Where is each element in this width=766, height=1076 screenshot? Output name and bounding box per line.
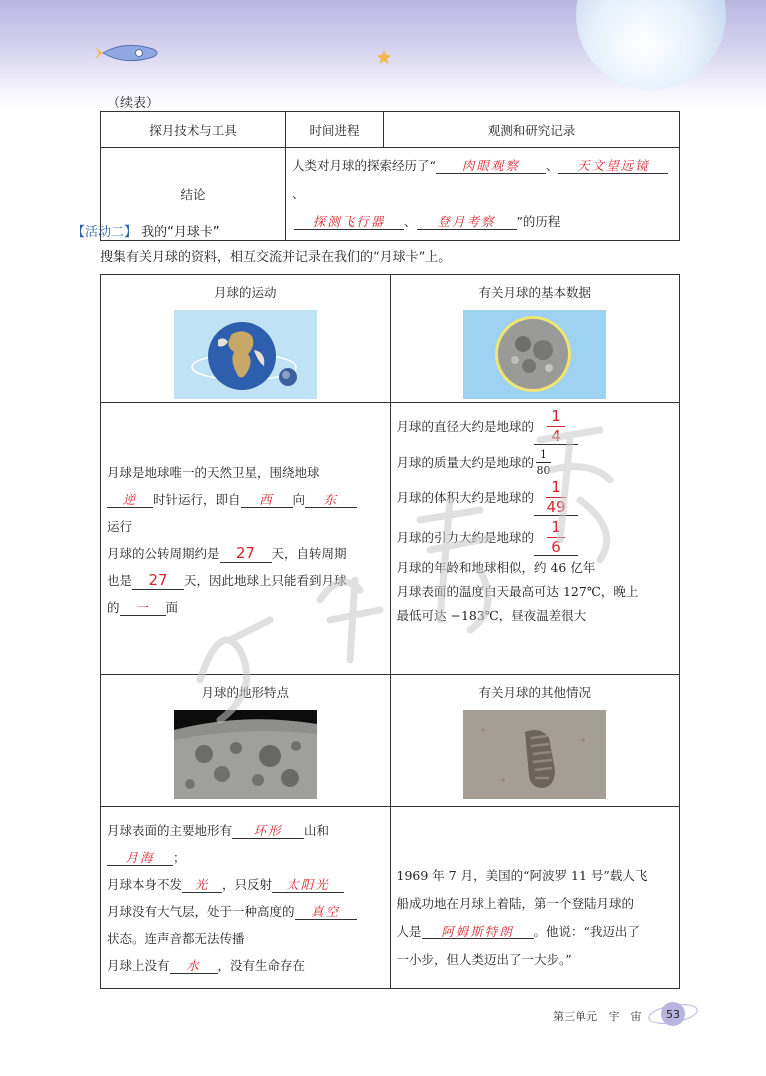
moon-terrain-text — [101, 807, 391, 989]
answer-naked-eye: 肉眼观察 — [436, 159, 546, 174]
motion-line-3: 运行 — [107, 519, 133, 534]
other-line-1: 1969 年 7 月，美国的“阿波罗 11 号”载人飞 — [396, 867, 648, 883]
data-age: 月球的年龄和地球相似，约 46 亿年 — [396, 560, 596, 575]
conclusion-label: 结论 — [101, 148, 286, 241]
answer-armstrong: 阿姆斯特朗 — [422, 925, 534, 940]
answer-landing: 登月考察 — [417, 215, 517, 230]
motion-line-1: 月球是地球唯一的天然卫星，围绕地球 — [107, 465, 320, 480]
motion-text-5b: 天，因此地球上只能看到月球 — [184, 573, 347, 588]
fraction-den: 49 — [546, 498, 566, 516]
fraction-den: 80 — [536, 464, 551, 477]
answer-probe: 探测飞行器 — [294, 215, 404, 230]
answer-rotation-period: 27 — [132, 572, 184, 590]
conclusion-suffix: ”的历程 — [516, 214, 561, 229]
answer-sunlight: 太阳光 — [272, 878, 344, 893]
terrain-text-3b: ，只反射 — [222, 877, 273, 892]
gravity-blank — [534, 520, 578, 556]
motion-caption: 月球的运动 — [213, 285, 277, 300]
answer-west: 西 — [241, 493, 293, 508]
motion-text-4b: 天，自转周期 — [271, 546, 347, 561]
rocket-icon — [95, 40, 165, 66]
conclusion-prefix: 人类对月球的探索经历了“ — [292, 158, 436, 173]
data-mass — [397, 449, 674, 476]
terrain-line-5: 状态。连声音都无法传播 — [107, 931, 245, 946]
activity-bracket: 【活动二】 — [72, 225, 138, 240]
fraction-volume — [546, 480, 565, 515]
answer-one-side: 一 — [120, 601, 166, 616]
answer-counter: 逆 — [107, 493, 153, 508]
terrain-line-2 — [107, 844, 384, 871]
terrain-text-1b: 山和 — [304, 823, 330, 838]
star-icon — [377, 50, 391, 64]
terrain-text-6a: 月球上没有 — [107, 958, 170, 973]
terrain-text-4a: 月球没有大气层，处于一种高度的 — [107, 904, 295, 919]
motion-text-6a: 的 — [107, 600, 120, 615]
answer-light: 光 — [182, 878, 222, 893]
fraction-mass — [536, 449, 551, 476]
motion-text-5a: 也是 — [107, 573, 133, 588]
header-timeline: 时间进程 — [286, 112, 384, 148]
terrain-line-3 — [107, 871, 384, 898]
other-line-2: 船成功地在月球上着陆，第一个登陆月球的 — [396, 895, 635, 911]
motion-line-4 — [107, 540, 384, 567]
data-gravity — [397, 520, 674, 556]
volume-blank — [534, 480, 578, 516]
footer-topic: 宇 宙 — [608, 1010, 642, 1023]
terrain-text-2b: ； — [173, 850, 186, 865]
fraction-gravity — [547, 520, 565, 555]
fraction-den: 6 — [551, 538, 561, 556]
moon-card-table — [100, 274, 680, 989]
answer-east: 东 — [305, 493, 357, 508]
planet-illustration — [576, 0, 726, 90]
other-text-3a: 人是 — [396, 923, 422, 939]
data-text-1: 月球的直径大约是地球的 — [396, 419, 535, 434]
header-records: 观测和研究记录 — [384, 112, 680, 148]
fraction-num: 1 — [547, 520, 565, 538]
separator: 、 — [292, 186, 305, 201]
terrain-caption: 月球的地形特点 — [201, 685, 289, 700]
terrain-line-4 — [107, 898, 384, 925]
diameter-blank — [534, 409, 578, 445]
moon-motion-text — [101, 403, 391, 675]
motion-text-2a: 时针运行，即自 — [153, 492, 241, 507]
data-temperature-2: 最低可达 −183℃，昼夜温差很大 — [396, 608, 587, 623]
other-image-cell — [390, 675, 680, 807]
motion-line-6 — [107, 594, 384, 621]
separator: 、 — [404, 214, 417, 229]
motion-text-2b: 向 — [292, 492, 306, 507]
motion-text-6b: 面 — [165, 600, 179, 615]
answer-telescope: 天文望远镜 — [558, 159, 668, 174]
header-tools: 探月技术与工具 — [101, 112, 286, 148]
data-image-cell — [390, 275, 680, 403]
data-text-3: 月球的体积大约是地球的 — [396, 490, 535, 505]
activity-intro: 搜集有关月球的资料，相互交流并记录在我们的“月球卡”上。 — [100, 250, 452, 265]
terrain-text-1a: 月球表面的主要地形有 — [107, 823, 233, 838]
answer-crater: 环形 — [232, 824, 304, 839]
answer-water: 水 — [170, 959, 218, 974]
conclusion-cell — [286, 148, 680, 241]
terrain-image-cell — [101, 675, 391, 807]
continued-label: （续表） — [107, 96, 160, 111]
fraction-diameter — [547, 409, 565, 444]
fraction-num: 1 — [547, 409, 565, 427]
data-text-2: 月球的质量大约是地球的 — [396, 454, 535, 470]
earth-moon-image — [174, 310, 317, 399]
terrain-line-6 — [107, 952, 384, 979]
terrain-line-1 — [107, 817, 384, 844]
fraction-num: 1 — [536, 449, 551, 463]
other-line-4: 一小步，但人类迈出了一大步。” — [396, 951, 572, 967]
page-number: 53 — [661, 1002, 685, 1026]
data-caption: 有关月球的基本数据 — [478, 285, 591, 300]
other-text-3b: 。他说：“我迈出了 — [533, 923, 640, 939]
terrain-text-3a: 月球本身不发 — [107, 877, 183, 892]
other-line-3 — [397, 918, 674, 946]
moon-data-text — [390, 403, 680, 675]
separator: 、 — [545, 158, 559, 173]
data-temperature-1: 月球表面的温度白天最高可达 127℃，晚上 — [396, 584, 639, 599]
other-caption: 有关月球的其他情况 — [478, 685, 591, 700]
answer-vacuum: 真空 — [295, 905, 357, 920]
footprint-image — [463, 710, 606, 799]
answer-orbit-period: 27 — [220, 545, 272, 563]
footer-unit: 第三单元 — [553, 1010, 597, 1023]
activity-heading — [72, 221, 220, 240]
moon-surface-image — [174, 710, 317, 799]
data-text-4: 月球的引力大约是地球的 — [396, 530, 535, 545]
data-diameter — [397, 409, 674, 445]
motion-text-4a: 月球的公转周期约是 — [107, 546, 220, 561]
motion-line-2 — [107, 486, 384, 513]
full-moon-image — [463, 310, 606, 399]
data-volume — [397, 480, 674, 516]
fraction-num: 1 — [546, 480, 565, 498]
footer-label — [553, 1008, 642, 1024]
terrain-text-6b: ，没有生命存在 — [217, 958, 306, 973]
fraction-den: 4 — [551, 427, 561, 445]
answer-maria: 月海 — [107, 851, 173, 866]
activity-title: 我的“月球卡” — [141, 225, 220, 240]
motion-line-5 — [107, 567, 384, 594]
motion-image-cell — [101, 275, 391, 403]
moon-other-text — [390, 807, 680, 989]
